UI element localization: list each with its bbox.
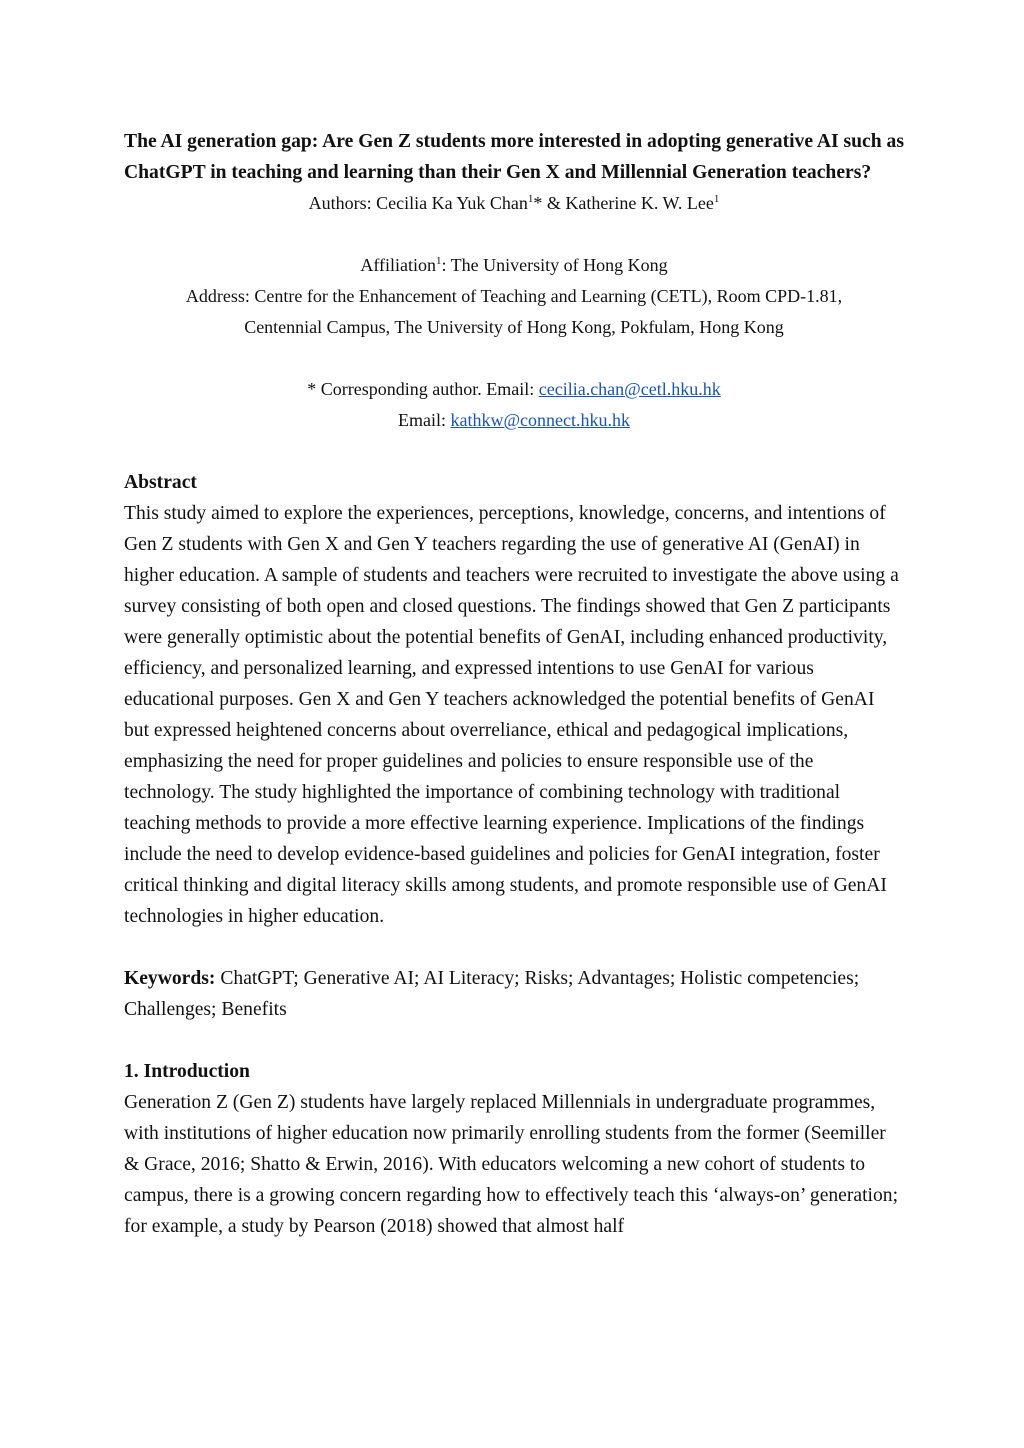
keywords-text: ChatGPT; Generative AI; AI Literacy; Risks; Advantages; Holistic competencies; Challenges; Benefits [124,968,860,1020]
abstract-body: This study aimed to explore the experiences, perceptions, knowledge, concerns, and intentions of Gen Z students with Gen X and Gen Y teachers regarding the use of generative AI (GenAI) in higher education. A sample of students and teachers were recruited to investigate the above using a survey consisting of both open and closed questions. The findings showed that Gen Z participants were generally optimistic about the potential benefits of GenAI, including enhanced productivity, efficiency, and personalized learning, and expressed intentions to use GenAI for various educational purposes. Gen X and Gen Y teachers acknowledged the potential benefits of GenAI but expressed heightened concerns about overreliance, ethical and pedagogical implications, emphasizing the need for proper guidelines and policies to ensure responsible use of the technology. The study highlighted the importance of combining technology with traditional teaching methods to provide a more effective learning experience. Implications of the findings include the need to develop evidence-based guidelines and policies for GenAI integration, foster critical thinking and digital literacy skills among students, and promote responsible use of GenAI technologies in higher education. [124,503,899,927]
page-content [124,126,904,1242]
affiliation-text: : The University of Hong Kong [441,255,668,275]
authors-text: Authors: Cecilia Ka Yuk Chan [308,193,528,213]
author1-affiliation-mark: 1 [527,193,534,205]
second-email-link[interactable]: kathkw@connect.hku.hk [450,410,631,430]
abstract-heading: Abstract [124,472,197,493]
corresponding-email-link[interactable]: cecilia.chan@cetl.hku.hk [538,379,721,399]
keywords-label: Keywords: [124,968,216,989]
address-line-2: Centennial Campus, The University of Hong Kong, Pokfulam, Hong Kong [244,317,784,337]
affiliation-line [124,250,904,281]
author2-affiliation-mark: 1 [713,193,720,205]
corresponding-label: * Corresponding author. Email: [307,379,539,399]
email-label: Email: [397,410,451,430]
paper-title: The AI generation gap: Are Gen Z students more interested in adopting generative AI such as ChatGPT in teaching and learning than their Gen X and Millennial Generation teachers? [124,131,904,183]
affiliation-label: Affiliation [360,255,436,275]
address-line-1: Address: Centre for the Enhancement of Teaching and Learning (CETL), Room CPD-1.81, [185,286,843,306]
introduction-body: Generation Z (Gen Z) students have largely replaced Millennials in undergraduate programmes, with institutions of higher education now primarily enrolling students from the former (Seemiller & Grace, 2016; Shatto & Erwin, 2016). With educators welcoming a new cohort of students to campus, there is a growing concern regarding how to effectively teach this ‘always-on’ generation; for example, a study by Pearson (2018) showed that almost half [124,1092,899,1237]
second-email-line [124,405,904,436]
authors-text-2: * & Katherine K. W. Lee [533,193,714,213]
authors-line [124,188,904,219]
affiliation-mark: 1 [436,255,442,267]
keywords-line [124,963,904,1025]
introduction-heading: 1. Introduction [124,1061,250,1082]
corresponding-author-line [124,374,904,405]
